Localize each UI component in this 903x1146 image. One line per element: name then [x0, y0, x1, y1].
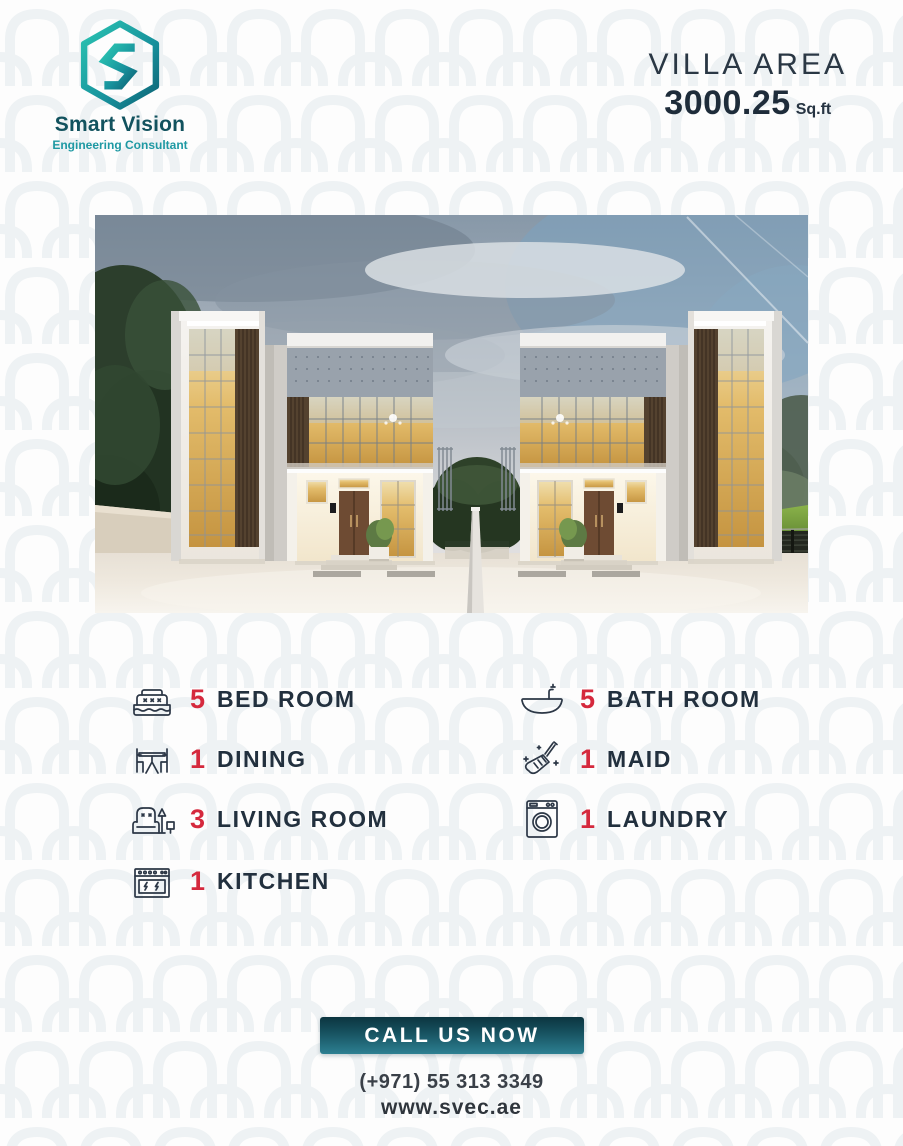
feature-count: 5 [580, 683, 596, 714]
cleaning-icon [516, 734, 568, 784]
brand-name: Smart Vision [54, 113, 186, 136]
website-url[interactable]: www.svec.ae [381, 1096, 522, 1119]
smart-vision-logo-icon [74, 20, 166, 112]
stove-icon [126, 856, 178, 906]
dining-icon [126, 734, 178, 784]
villa-render-image [95, 215, 808, 613]
feature-label: MAID [607, 745, 672, 772]
sofa-icon [126, 794, 178, 844]
villa-render-scene [95, 215, 808, 613]
washing-machine-icon [516, 794, 568, 844]
feature-count: 1 [190, 865, 206, 896]
call-us-now-button[interactable]: CALL US NOW [320, 1017, 584, 1054]
brand-tagline: Engineering Consultant [52, 138, 188, 152]
feature-kitchen [126, 856, 330, 906]
villa-area-block [649, 48, 847, 123]
feature-count: 5 [190, 683, 206, 714]
villa-area-value: 3000.25 [664, 84, 791, 122]
feature-bathrooms [516, 674, 761, 724]
feature-label: DINING [217, 745, 307, 772]
brand-logo [52, 20, 188, 152]
feature-living-room [126, 794, 388, 844]
feature-count: 1 [580, 743, 596, 774]
feature-count: 1 [580, 803, 596, 834]
feature-bedrooms [126, 674, 356, 724]
villa-area-title: VILLA AREA [648, 48, 847, 81]
feature-label: LAUNDRY [607, 805, 730, 832]
feature-dining [126, 734, 307, 784]
villa-area-value-line [649, 84, 847, 123]
feature-label: BED ROOM [217, 685, 356, 712]
villa-right [500, 311, 782, 577]
feature-label: KITCHEN [217, 867, 330, 894]
phone-number: (+971) 55 313 3349 [359, 1071, 544, 1093]
bathtub-icon [516, 674, 568, 724]
bed-icon [126, 674, 178, 724]
villa-left [171, 311, 453, 577]
villa-area-unit: Sq.ft [795, 101, 832, 118]
feature-count: 3 [190, 803, 206, 834]
feature-maid [516, 734, 672, 784]
feature-laundry [516, 794, 729, 844]
feature-label: BATH ROOM [607, 685, 761, 712]
feature-count: 1 [190, 743, 206, 774]
feature-label: LIVING ROOM [217, 805, 389, 832]
